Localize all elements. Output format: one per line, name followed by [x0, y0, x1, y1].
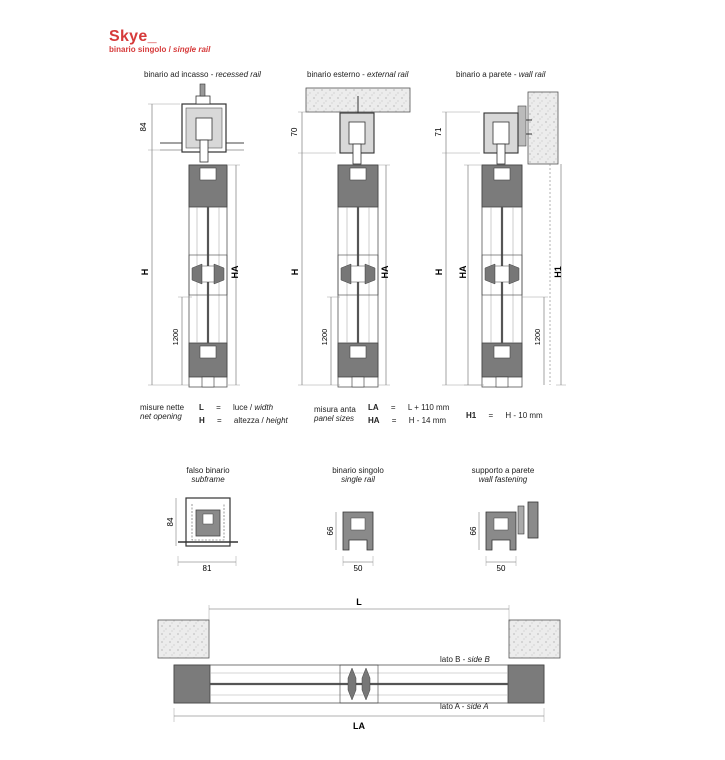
side-a-en: side A: [466, 702, 489, 711]
legend-measure-en: net opening: [140, 412, 182, 421]
profile-caption-en: single rail: [341, 475, 375, 484]
subtitle-en: single rail: [173, 45, 211, 54]
profile-wall-height: 66: [469, 526, 478, 536]
legend-H1-row: [466, 411, 543, 420]
legend-HA-symbol: HA: [368, 416, 380, 425]
profile-caption-single-rail: [318, 466, 398, 484]
elevation-external: [290, 88, 410, 387]
plan-side-a: [440, 702, 489, 711]
dim-external-HA: HA: [380, 265, 390, 279]
caption-sep: -: [511, 70, 519, 79]
legend-L-symbol: L: [199, 403, 204, 412]
profile-caption-wall-fastening: [458, 466, 548, 484]
caption-sep: -: [359, 70, 368, 79]
legend-L-en: width: [254, 403, 274, 412]
profile-wall-width: 50: [496, 564, 506, 573]
legend-panel-it: misura anta: [314, 405, 356, 414]
profile-subframe: [166, 498, 238, 573]
legend-panel-sizes: [314, 405, 356, 423]
legend-net-opening: [140, 403, 184, 421]
plan-side-b: [440, 655, 490, 664]
dim-recessed-top: 84: [139, 122, 148, 132]
legend-HA-row: [368, 416, 446, 425]
caption-en: wall rail: [518, 70, 546, 79]
dim-external-H: H: [290, 268, 300, 276]
legend-LA-symbol: LA: [368, 403, 379, 412]
legend-H1-symbol: H1: [466, 411, 477, 420]
profile-wall-fastening: [469, 502, 538, 573]
caption-en: recessed rail: [215, 70, 261, 79]
legend-L-row: [199, 403, 273, 412]
dim-external-handle: 1200: [320, 328, 329, 346]
side-a-it: lato A -: [440, 702, 467, 711]
profile-rail-height: 66: [326, 526, 335, 536]
profile-subframe-height: 84: [166, 517, 175, 527]
subtitle-sep: /: [166, 45, 174, 54]
legend-H-eq: =: [217, 416, 222, 425]
profile-rail-width: 50: [353, 564, 363, 573]
legend-H-it: altezza /: [233, 416, 266, 425]
profile-single-rail: [326, 512, 373, 573]
legend-H-row: [199, 416, 288, 425]
legend-H-en: height: [265, 416, 288, 425]
profile-caption-en: subframe: [191, 475, 225, 484]
dim-wall-HA: HA: [458, 265, 468, 279]
legend-LA-value: L + 110 mm: [407, 403, 450, 412]
legend-H1-value: H - 10 mm: [505, 411, 543, 420]
legend-H-symbol: H: [199, 416, 205, 425]
legend-LA-eq: =: [390, 403, 396, 412]
dim-wall-H: H: [434, 268, 444, 276]
side-b-it: lato B -: [440, 655, 468, 664]
elevation-wall: [434, 92, 566, 387]
dim-recessed-HA: HA: [230, 265, 240, 279]
page-title: Skye_: [109, 28, 157, 45]
legend-L-eq: =: [216, 403, 221, 412]
plan-dim-LA: LA: [353, 721, 365, 731]
profile-caption-it: falso binario: [186, 466, 230, 475]
legend-panel-en: panel sizes: [314, 414, 355, 423]
dim-wall-top: 71: [434, 127, 443, 137]
caption-it: binario esterno: [307, 70, 360, 79]
caption-en: external rail: [367, 70, 409, 79]
profile-caption-subframe: [172, 466, 244, 484]
plan-dim-L: L: [356, 597, 362, 607]
dim-wall-handle: 1200: [533, 328, 542, 346]
plan-view: [158, 597, 560, 731]
dim-external-top: 70: [290, 127, 299, 137]
dim-wall-H1: H1: [553, 266, 563, 278]
dim-recessed-handle: 1200: [171, 328, 180, 346]
subtitle-it: binario singolo: [109, 45, 167, 54]
caption-it: binario a parete: [456, 70, 512, 79]
caption-it: binario ad incasso: [144, 70, 209, 79]
elevation-recessed: [139, 84, 244, 387]
profile-caption-it: supporto a parete: [471, 466, 535, 475]
legend-HA-eq: =: [391, 416, 397, 425]
legend-HA-value: H - 14 mm: [408, 416, 447, 425]
legend-H1-eq: =: [488, 411, 494, 420]
legend-L-it: luce /: [233, 403, 255, 412]
profile-subframe-width: 81: [202, 564, 212, 573]
caption-sep: -: [208, 70, 216, 79]
profile-caption-it: binario singolo: [332, 466, 384, 475]
profile-caption-en: wall fastening: [478, 475, 528, 484]
legend-LA-row: [368, 403, 449, 412]
legend-measure-it: misure nette: [140, 403, 185, 412]
dim-recessed-H: H: [140, 268, 150, 276]
side-b-en: side B: [467, 655, 490, 664]
